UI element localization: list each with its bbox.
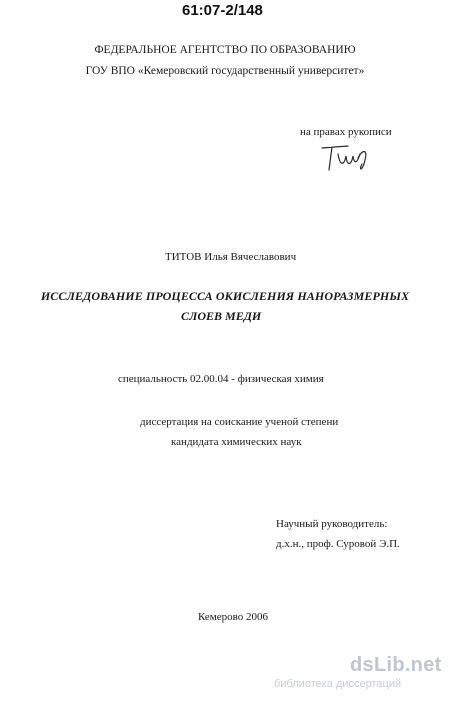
university-name: ГОУ ВПО «Кемеровский государственный университет» [85,65,365,77]
thesis-title-line2: СЛОЕВ МЕДИ [181,309,262,323]
agency-name: ФЕДЕРАЛЬНОЕ АГЕНТСТВО ПО ОБРАЗОВАНИЮ [94,44,356,56]
catalog-code: 61:07-2/148 [182,2,263,19]
signature-image [318,140,378,176]
supervisor-name: д.х.н., проф. Суровой Э.П. [276,538,400,550]
degree-line2: кандидата химических наук [171,436,302,448]
thesis-title-line1: ИССЛЕДОВАНИЕ ПРОЦЕССА ОКИСЛЕНИЯ НАНОРАЗМЕРНЫХ [40,289,410,303]
rights-note: на правах рукописи [300,126,392,138]
specialty-text: специальность 02.00.04 - физическая химия [118,373,324,385]
city-year: Кемерово 2006 [198,611,269,623]
watermark-tagline: библиотека диссертаций [274,678,402,690]
supervisor-label: Научный руководитель: [276,518,388,530]
author-name: ТИТОВ Илья Вячеславович [165,251,297,263]
watermark-logo: dsLib.net [350,654,442,676]
degree-line1: диссертация на соискание ученой степени [140,416,339,428]
